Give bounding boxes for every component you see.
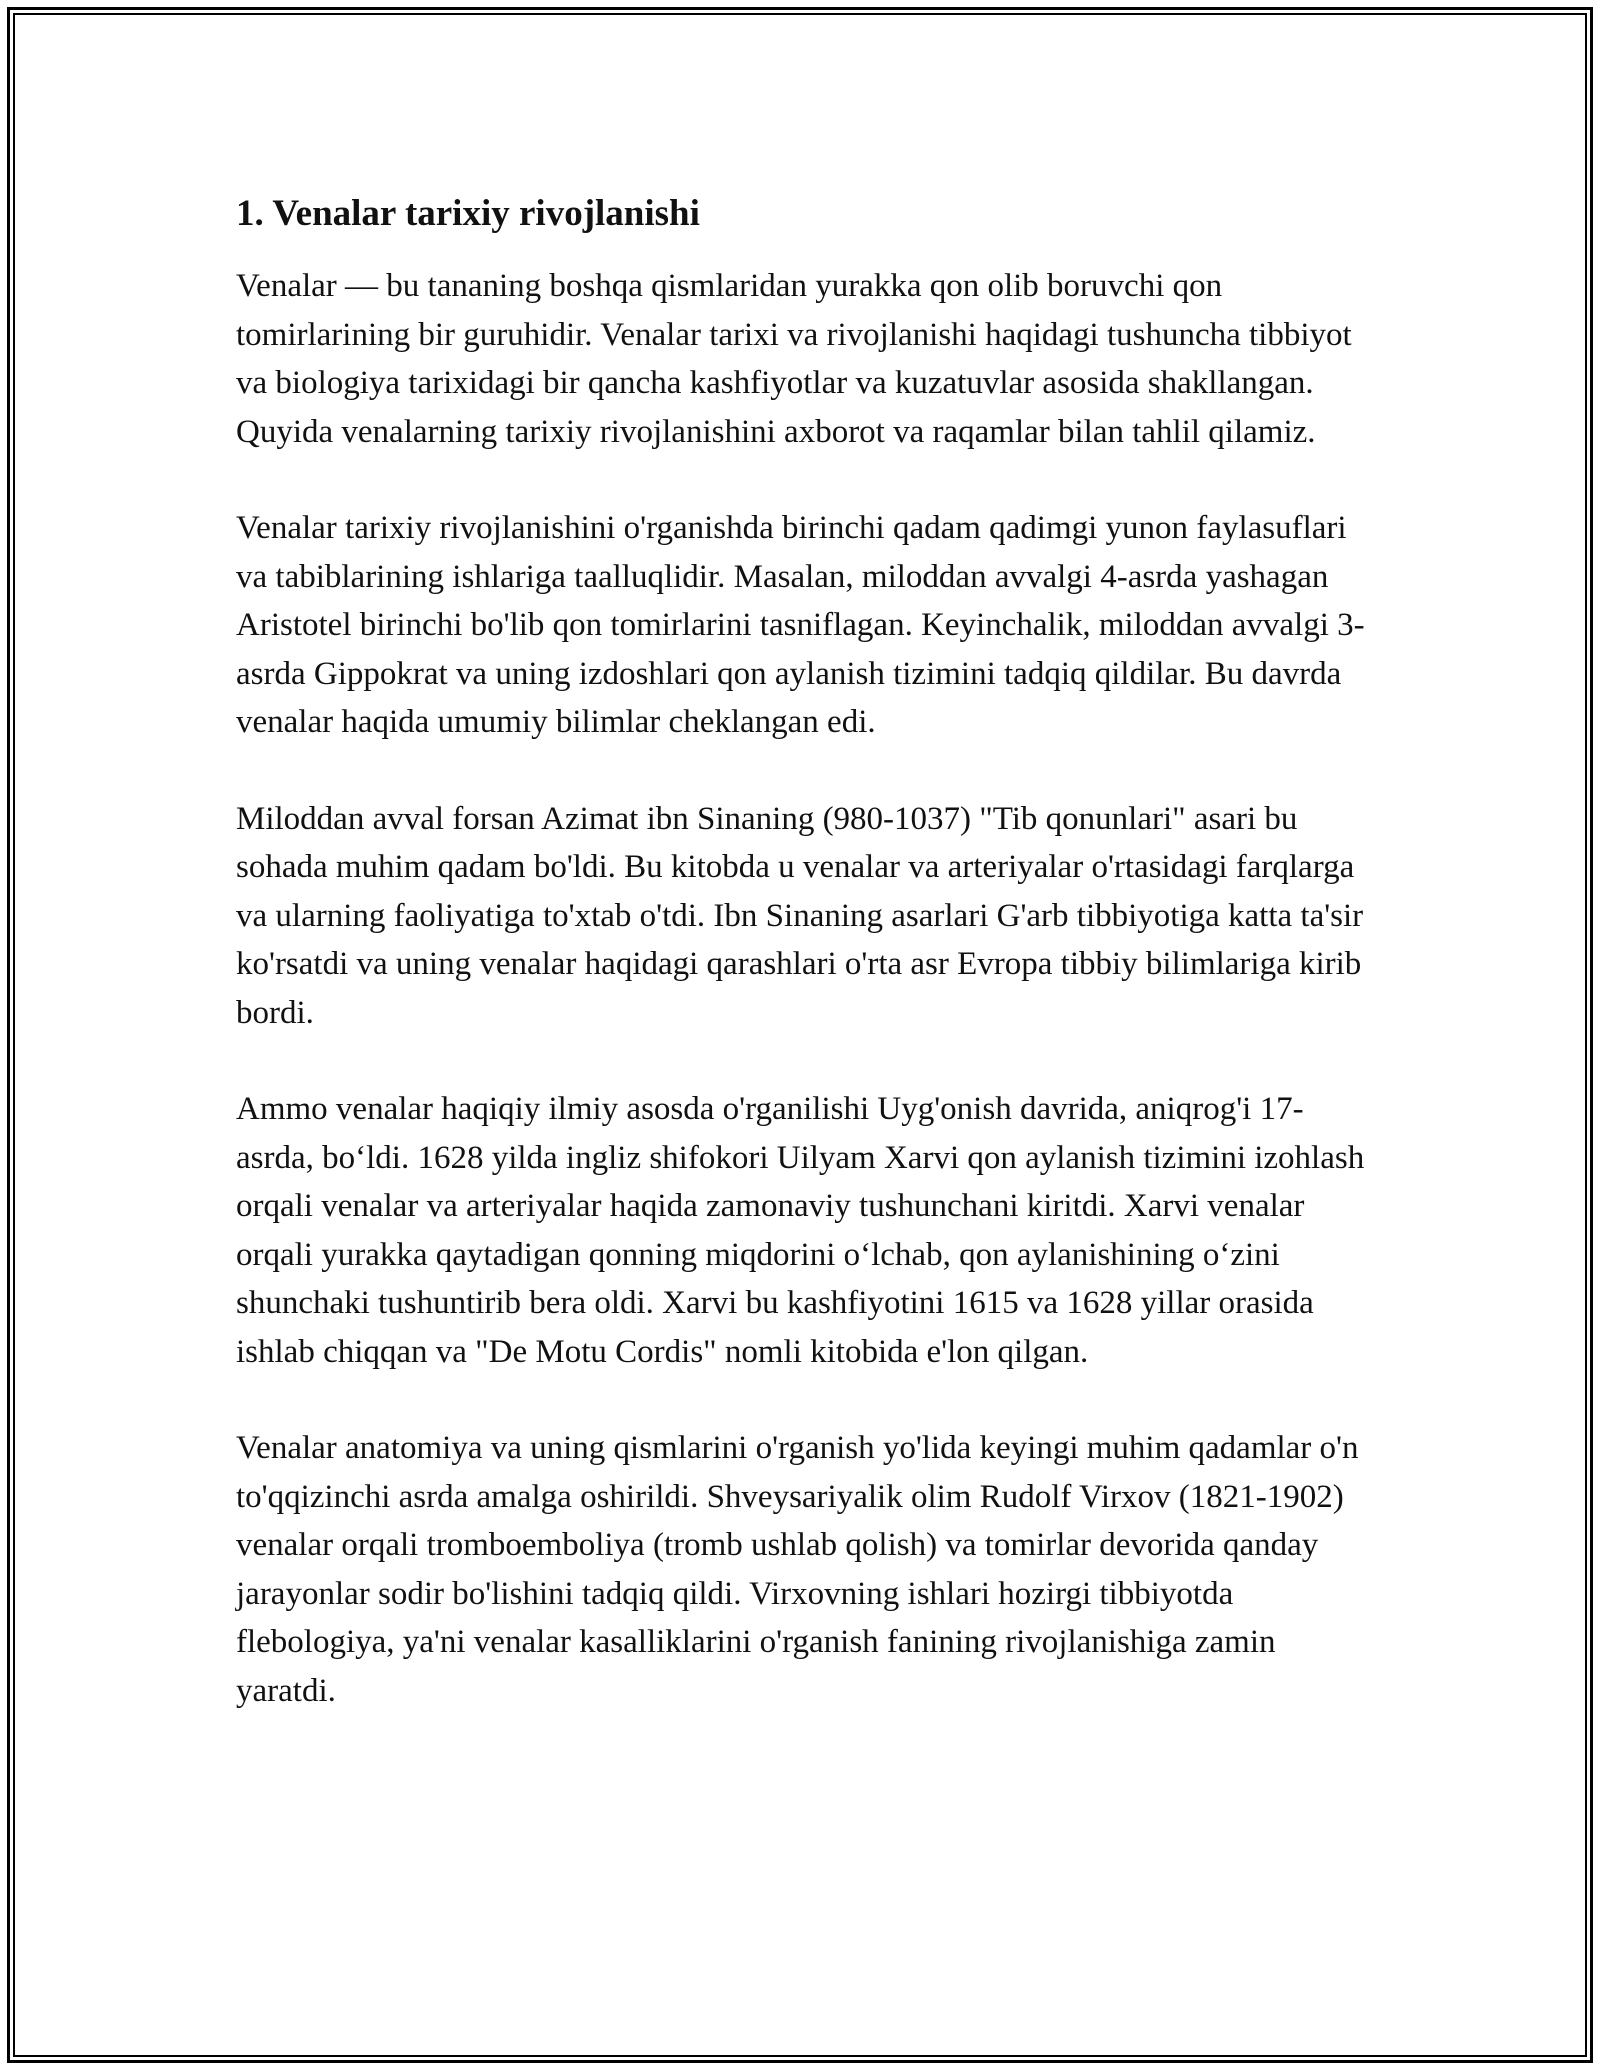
section-heading: 1. Venalar tarixiy rivojlanishi: [236, 193, 700, 234]
paragraph-harvey: Ammo venalar haqiqiy ilmiy asosda o'rganilishi Uyg'onish davrida, aniqrog'i 17-asrda, bo‘ldi. 1628 yilda ingliz shifokori Uilyam Xarvi qon aylanish tizimini izohlash orqali venalar va arteriyalar haqida zamonaviy tushunchani kiritdi. Xarvi venalar orqali yurakka qaytadigan qonning miqdorini o‘lchab, qon aylanishining o‘zini shunchaki tushuntirib bera oldi. Xarvi bu kashfiyotini 1615 va 1628 yillar orasida ishlab chiqqan va "De Motu Cordis" nomli kitobida e'lon qilgan.: [236, 1091, 1365, 1370]
paragraph-ancient-greece: Venalar tarixiy rivojlanishini o'rganishda birinchi qadam qadimgi yunon faylasuflari va tabiblarining ishlariga taalluqlidir. Masalan, miloddan avvalgi 4-asrda yashagan Aristotel birinchi bo'lib qon tomirlarini tasniflagan. Keyinchalik, miloddan avvalgi 3-asrda Gippokrat va uning izdoshlari qon aylanish tizimini tadqiq qildilar. Bu davrda venalar haqida umumiy bilimlar cheklangan edi.: [236, 510, 1365, 740]
document-body: [236, 186, 1376, 1763]
paragraph-ibn-sina: Miloddan avval forsan Azimat ibn Sinaning (980-1037) "Tib qonunlari" asari bu sohada muhim qadam bo'ldi. Bu kitobda u venalar va arteriyalar o'rtasidagi farqlarga va ularning faoliyatiga to'xtab o'tdi. Ibn Sinaning asarlari G'arb tibbiyotiga katta ta'sir ko'rsatdi va uning venalar haqidagi qarashlari o'rta asr Evropa tibbiy bilimlariga kirib bordi.: [236, 800, 1364, 1031]
paragraph-intro: Venalar — bu tananing boshqa qismlaridan yurakka qon olib boruvchi qon tomirlarining bir guruhidir. Venalar tarixi va rivojlanishi haqidagi tushuncha tibbiyot va biologiya tarixidagi bir qancha kashfiyotlar va kuzatuvlar asosida shakllangan. Quyida venalarning tarixiy rivojlanishini axborot va raqamlar bilan tahlil qilamiz.: [236, 268, 1352, 450]
paragraph-virchow: Venalar anatomiya va uning qismlarini o'rganish yo'lida keyingi muhim qadamlar o'n to'qqizinchi asrda amalga oshirildi. Shveysariyalik olim Rudolf Virxov (1821-1902) venalar orqali tromboemboliya (tromb ushlab qolish) va tomirlar devorida qanday jarayonlar sodir bo'lishini tadqiq qildi. Virxovning ishlari hozirgi tibbiyotda flebologiya, ya'ni venalar kasalliklarini o'rganish fanining rivojlanishiga zamin yaratdi.: [236, 1430, 1359, 1709]
